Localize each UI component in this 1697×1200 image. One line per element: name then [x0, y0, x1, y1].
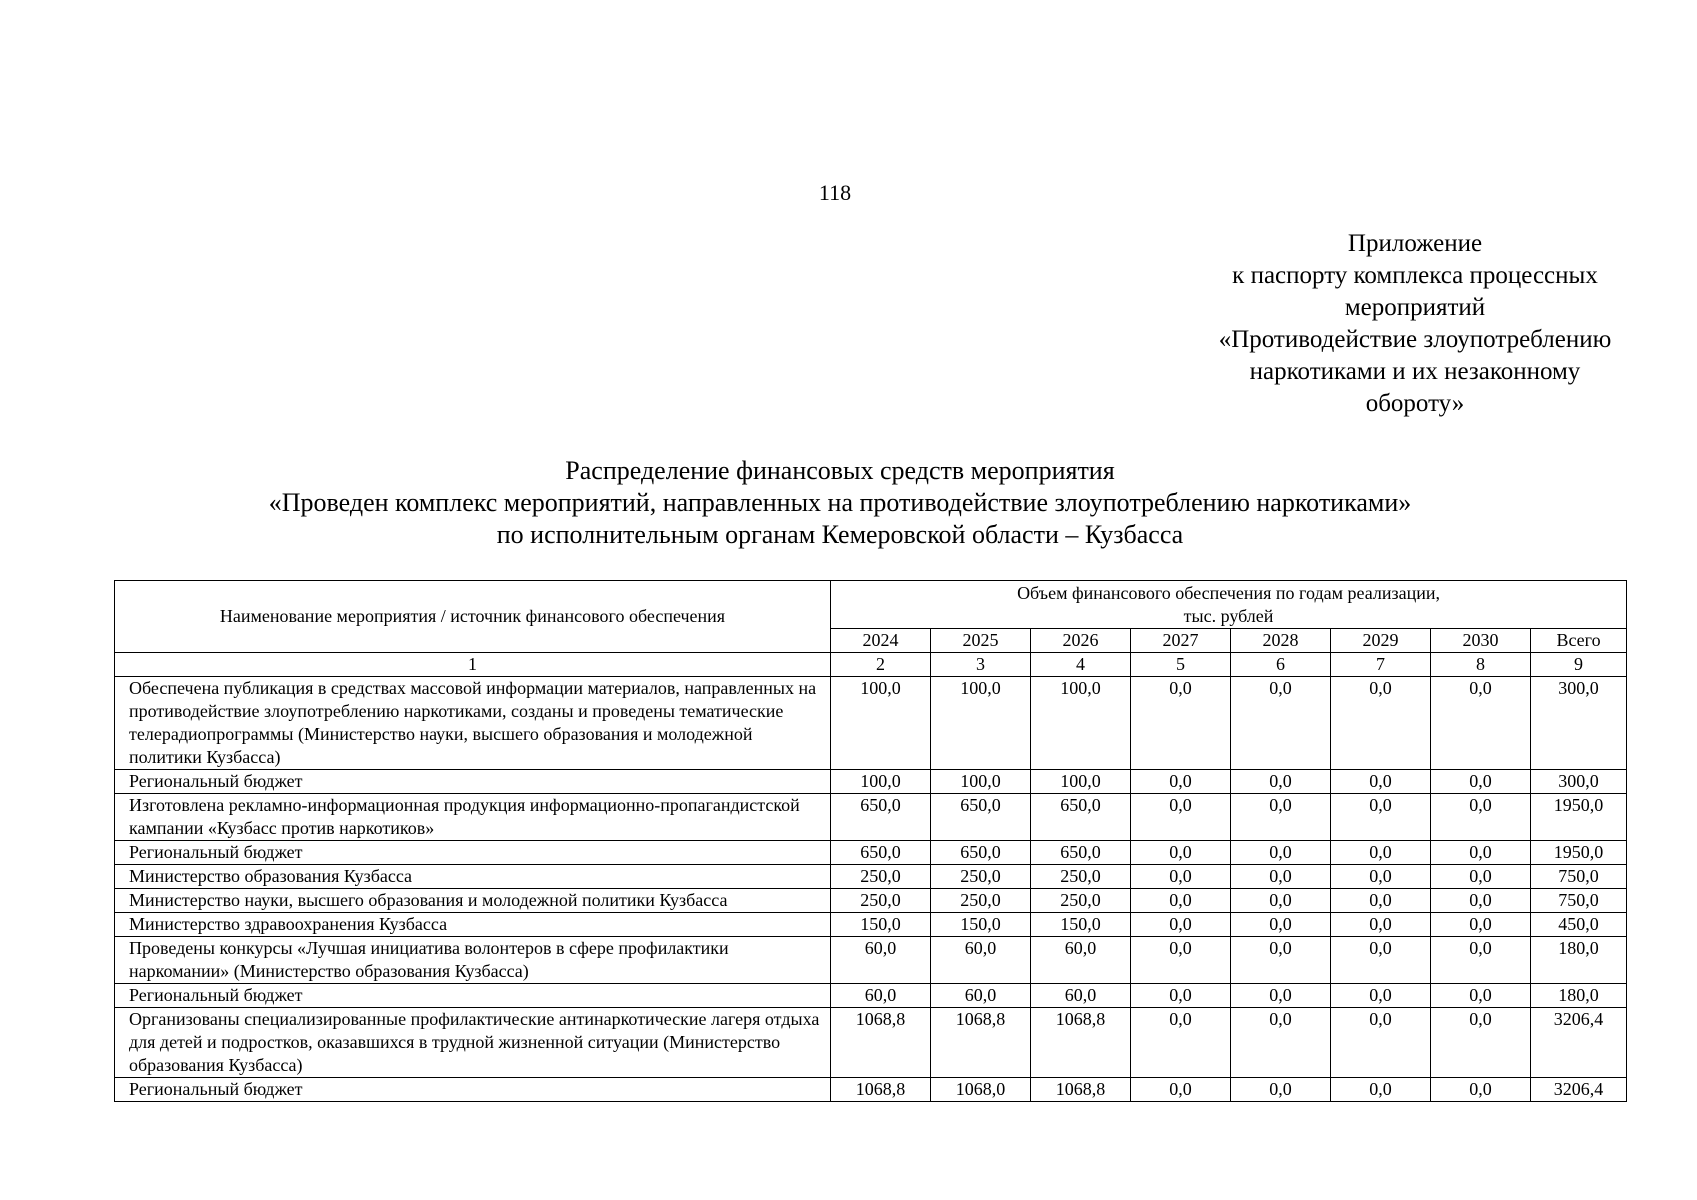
value-cell: 0,0: [1131, 794, 1231, 841]
value-cell: 0,0: [1131, 770, 1231, 794]
column-index: 9: [1531, 653, 1627, 677]
title-line: по исполнительным органам Кемеровской области – Кузбасса: [496, 520, 1184, 549]
appendix-heading: [1170, 228, 1660, 420]
value-cell: 1068,8: [831, 1078, 931, 1102]
value-cell: 250,0: [831, 889, 931, 913]
value-cell: 0,0: [1431, 794, 1531, 841]
value-cell: 0,0: [1431, 841, 1531, 865]
appendix-line: к паспорту комплекса процессных: [1232, 262, 1598, 289]
volume-header-line: тыс. рублей: [1183, 605, 1274, 626]
value-cell: 0,0: [1231, 865, 1331, 889]
value-cell: 650,0: [931, 841, 1031, 865]
column-index: 5: [1131, 653, 1231, 677]
value-cell: 650,0: [831, 794, 931, 841]
page-number: 118: [818, 180, 852, 205]
column-index: 6: [1231, 653, 1331, 677]
table-row: [115, 677, 1627, 770]
total-cell: 1950,0: [1531, 841, 1627, 865]
row-name: Региональный бюджет: [115, 1078, 831, 1102]
appendix-line: мероприятий: [1344, 294, 1486, 321]
total-cell: 1950,0: [1531, 794, 1627, 841]
table-row: [115, 937, 1627, 984]
value-cell: 0,0: [1331, 984, 1431, 1008]
value-cell: 0,0: [1131, 1078, 1231, 1102]
value-cell: 650,0: [1031, 794, 1131, 841]
value-cell: 100,0: [1031, 770, 1131, 794]
value-cell: 1068,8: [1031, 1078, 1131, 1102]
title-line: «Проведен комплекс мероприятий, направленных на противодействие злоупотреблению наркотиками»: [268, 488, 1412, 517]
value-cell: 0,0: [1231, 794, 1331, 841]
value-cell: 0,0: [1431, 913, 1531, 937]
value-cell: 60,0: [1031, 937, 1131, 984]
value-cell: 650,0: [931, 794, 1031, 841]
total-cell: 300,0: [1531, 677, 1627, 770]
year-header: 2028: [1231, 629, 1331, 653]
value-cell: 0,0: [1131, 913, 1231, 937]
total-cell: 750,0: [1531, 865, 1627, 889]
total-cell: 3206,4: [1531, 1078, 1627, 1102]
year-header: 2026: [1031, 629, 1131, 653]
value-cell: 0,0: [1231, 1078, 1331, 1102]
value-cell: 0,0: [1131, 865, 1231, 889]
value-cell: 0,0: [1331, 865, 1431, 889]
column-index: 4: [1031, 653, 1131, 677]
value-cell: 60,0: [831, 984, 931, 1008]
row-name: Обеспечена публикация в средствах массовой информации материалов, направленных на противодействие злоупотреблению наркотиками, созданы и проведены тематические телерадиопрограммы (Министерство науки, высшего образования и молодежной политики Кузбасса): [115, 677, 831, 770]
value-cell: 1068,8: [1031, 1008, 1131, 1078]
value-cell: 0,0: [1131, 889, 1231, 913]
value-cell: 0,0: [1431, 937, 1531, 984]
table-row: [115, 794, 1627, 841]
row-name: Региональный бюджет: [115, 770, 831, 794]
value-cell: 0,0: [1331, 794, 1431, 841]
value-cell: 150,0: [931, 913, 1031, 937]
year-header: 2030: [1431, 629, 1531, 653]
value-cell: 0,0: [1231, 1008, 1331, 1078]
row-name: Министерство науки, высшего образования и молодежной политики Кузбасса: [115, 889, 831, 913]
value-cell: 0,0: [1231, 913, 1331, 937]
value-cell: 0,0: [1231, 984, 1331, 1008]
value-cell: 60,0: [931, 937, 1031, 984]
column-index: 7: [1331, 653, 1431, 677]
appendix-line: наркотиками и их незаконному: [1249, 358, 1581, 385]
value-cell: 0,0: [1131, 1008, 1231, 1078]
table-row: [115, 865, 1627, 889]
table-row: [115, 913, 1627, 937]
appendix-line: обороту»: [1365, 390, 1465, 417]
value-cell: 100,0: [831, 770, 931, 794]
row-name: Министерство здравоохранения Кузбасса: [115, 913, 831, 937]
total-cell: 180,0: [1531, 984, 1627, 1008]
value-cell: 1068,8: [831, 1008, 931, 1078]
value-cell: 0,0: [1331, 677, 1431, 770]
value-cell: 0,0: [1331, 937, 1431, 984]
row-name: Организованы специализированные профилактические антинаркотические лагеря отдыха для детей и подростков, оказавшихся в трудной жизненной ситуации (Министерство образования Кузбасса): [115, 1008, 831, 1078]
value-cell: 0,0: [1231, 770, 1331, 794]
total-cell: 3206,4: [1531, 1008, 1627, 1078]
value-cell: 0,0: [1431, 865, 1531, 889]
value-cell: 100,0: [931, 770, 1031, 794]
value-cell: 100,0: [931, 677, 1031, 770]
year-header: 2027: [1131, 629, 1231, 653]
year-header: 2029: [1331, 629, 1431, 653]
total-cell: 180,0: [1531, 937, 1627, 984]
value-cell: 60,0: [1031, 984, 1131, 1008]
table-row: [115, 1078, 1627, 1102]
value-cell: 250,0: [1031, 889, 1131, 913]
row-name: Региональный бюджет: [115, 841, 831, 865]
value-cell: 650,0: [831, 841, 931, 865]
document-title: [120, 455, 1560, 551]
table-row: [115, 770, 1627, 794]
value-cell: 0,0: [1131, 677, 1231, 770]
value-cell: 0,0: [1231, 841, 1331, 865]
value-cell: 100,0: [831, 677, 931, 770]
value-cell: 250,0: [1031, 865, 1131, 889]
value-cell: 100,0: [1031, 677, 1131, 770]
value-cell: 0,0: [1131, 984, 1231, 1008]
value-cell: 0,0: [1431, 984, 1531, 1008]
value-cell: 0,0: [1331, 1078, 1431, 1102]
value-cell: 0,0: [1431, 770, 1531, 794]
value-cell: 0,0: [1431, 677, 1531, 770]
value-cell: 650,0: [1031, 841, 1131, 865]
value-cell: 250,0: [931, 889, 1031, 913]
name-column-header: Наименование мероприятия / источник финансового обеспечения: [115, 581, 831, 653]
volume-header-line: Объем финансового обеспечения по годам реализации,: [1017, 582, 1440, 603]
value-cell: 0,0: [1331, 770, 1431, 794]
value-cell: 0,0: [1131, 841, 1231, 865]
row-name: Изготовлена рекламно-информационная продукция информационно-пропагандистской кампании «Кузбасс против наркотиков»: [115, 794, 831, 841]
appendix-line: «Противодействие злоупотреблению: [1218, 326, 1612, 353]
total-header: Всего: [1531, 629, 1627, 653]
row-name: Региональный бюджет: [115, 984, 831, 1008]
volume-header: [831, 581, 1627, 629]
value-cell: 0,0: [1331, 841, 1431, 865]
column-index: 1: [115, 653, 831, 677]
value-cell: 0,0: [1431, 1078, 1531, 1102]
value-cell: 0,0: [1231, 889, 1331, 913]
value-cell: 150,0: [831, 913, 931, 937]
row-name: Министерство образования Кузбасса: [115, 865, 831, 889]
value-cell: 150,0: [1031, 913, 1131, 937]
value-cell: 60,0: [931, 984, 1031, 1008]
value-cell: 0,0: [1431, 1008, 1531, 1078]
value-cell: 0,0: [1331, 889, 1431, 913]
value-cell: 0,0: [1231, 937, 1331, 984]
table-row: [115, 841, 1627, 865]
value-cell: 0,0: [1331, 913, 1431, 937]
value-cell: 60,0: [831, 937, 931, 984]
title-line: Распределение финансовых средств мероприятия: [565, 456, 1115, 485]
value-cell: 250,0: [931, 865, 1031, 889]
value-cell: 1068,8: [931, 1008, 1031, 1078]
financing-table: [114, 580, 1627, 1102]
value-cell: 0,0: [1131, 937, 1231, 984]
table-row: [115, 1008, 1627, 1078]
value-cell: 0,0: [1331, 1008, 1431, 1078]
row-name: Проведены конкурсы «Лучшая инициатива волонтеров в сфере профилактики наркомании» (Министерство образования Кузбасса): [115, 937, 831, 984]
value-cell: 0,0: [1231, 677, 1331, 770]
total-cell: 300,0: [1531, 770, 1627, 794]
column-index: 3: [931, 653, 1031, 677]
year-header: 2024: [831, 629, 931, 653]
column-index: 8: [1431, 653, 1531, 677]
table-body: [115, 677, 1627, 1102]
table-row: [115, 889, 1627, 913]
value-cell: 250,0: [831, 865, 931, 889]
value-cell: 0,0: [1431, 889, 1531, 913]
value-cell: 1068,0: [931, 1078, 1031, 1102]
appendix-line: Приложение: [1347, 230, 1483, 257]
column-index: 2: [831, 653, 931, 677]
table-row: [115, 984, 1627, 1008]
year-header: 2025: [931, 629, 1031, 653]
total-cell: 750,0: [1531, 889, 1627, 913]
total-cell: 450,0: [1531, 913, 1627, 937]
